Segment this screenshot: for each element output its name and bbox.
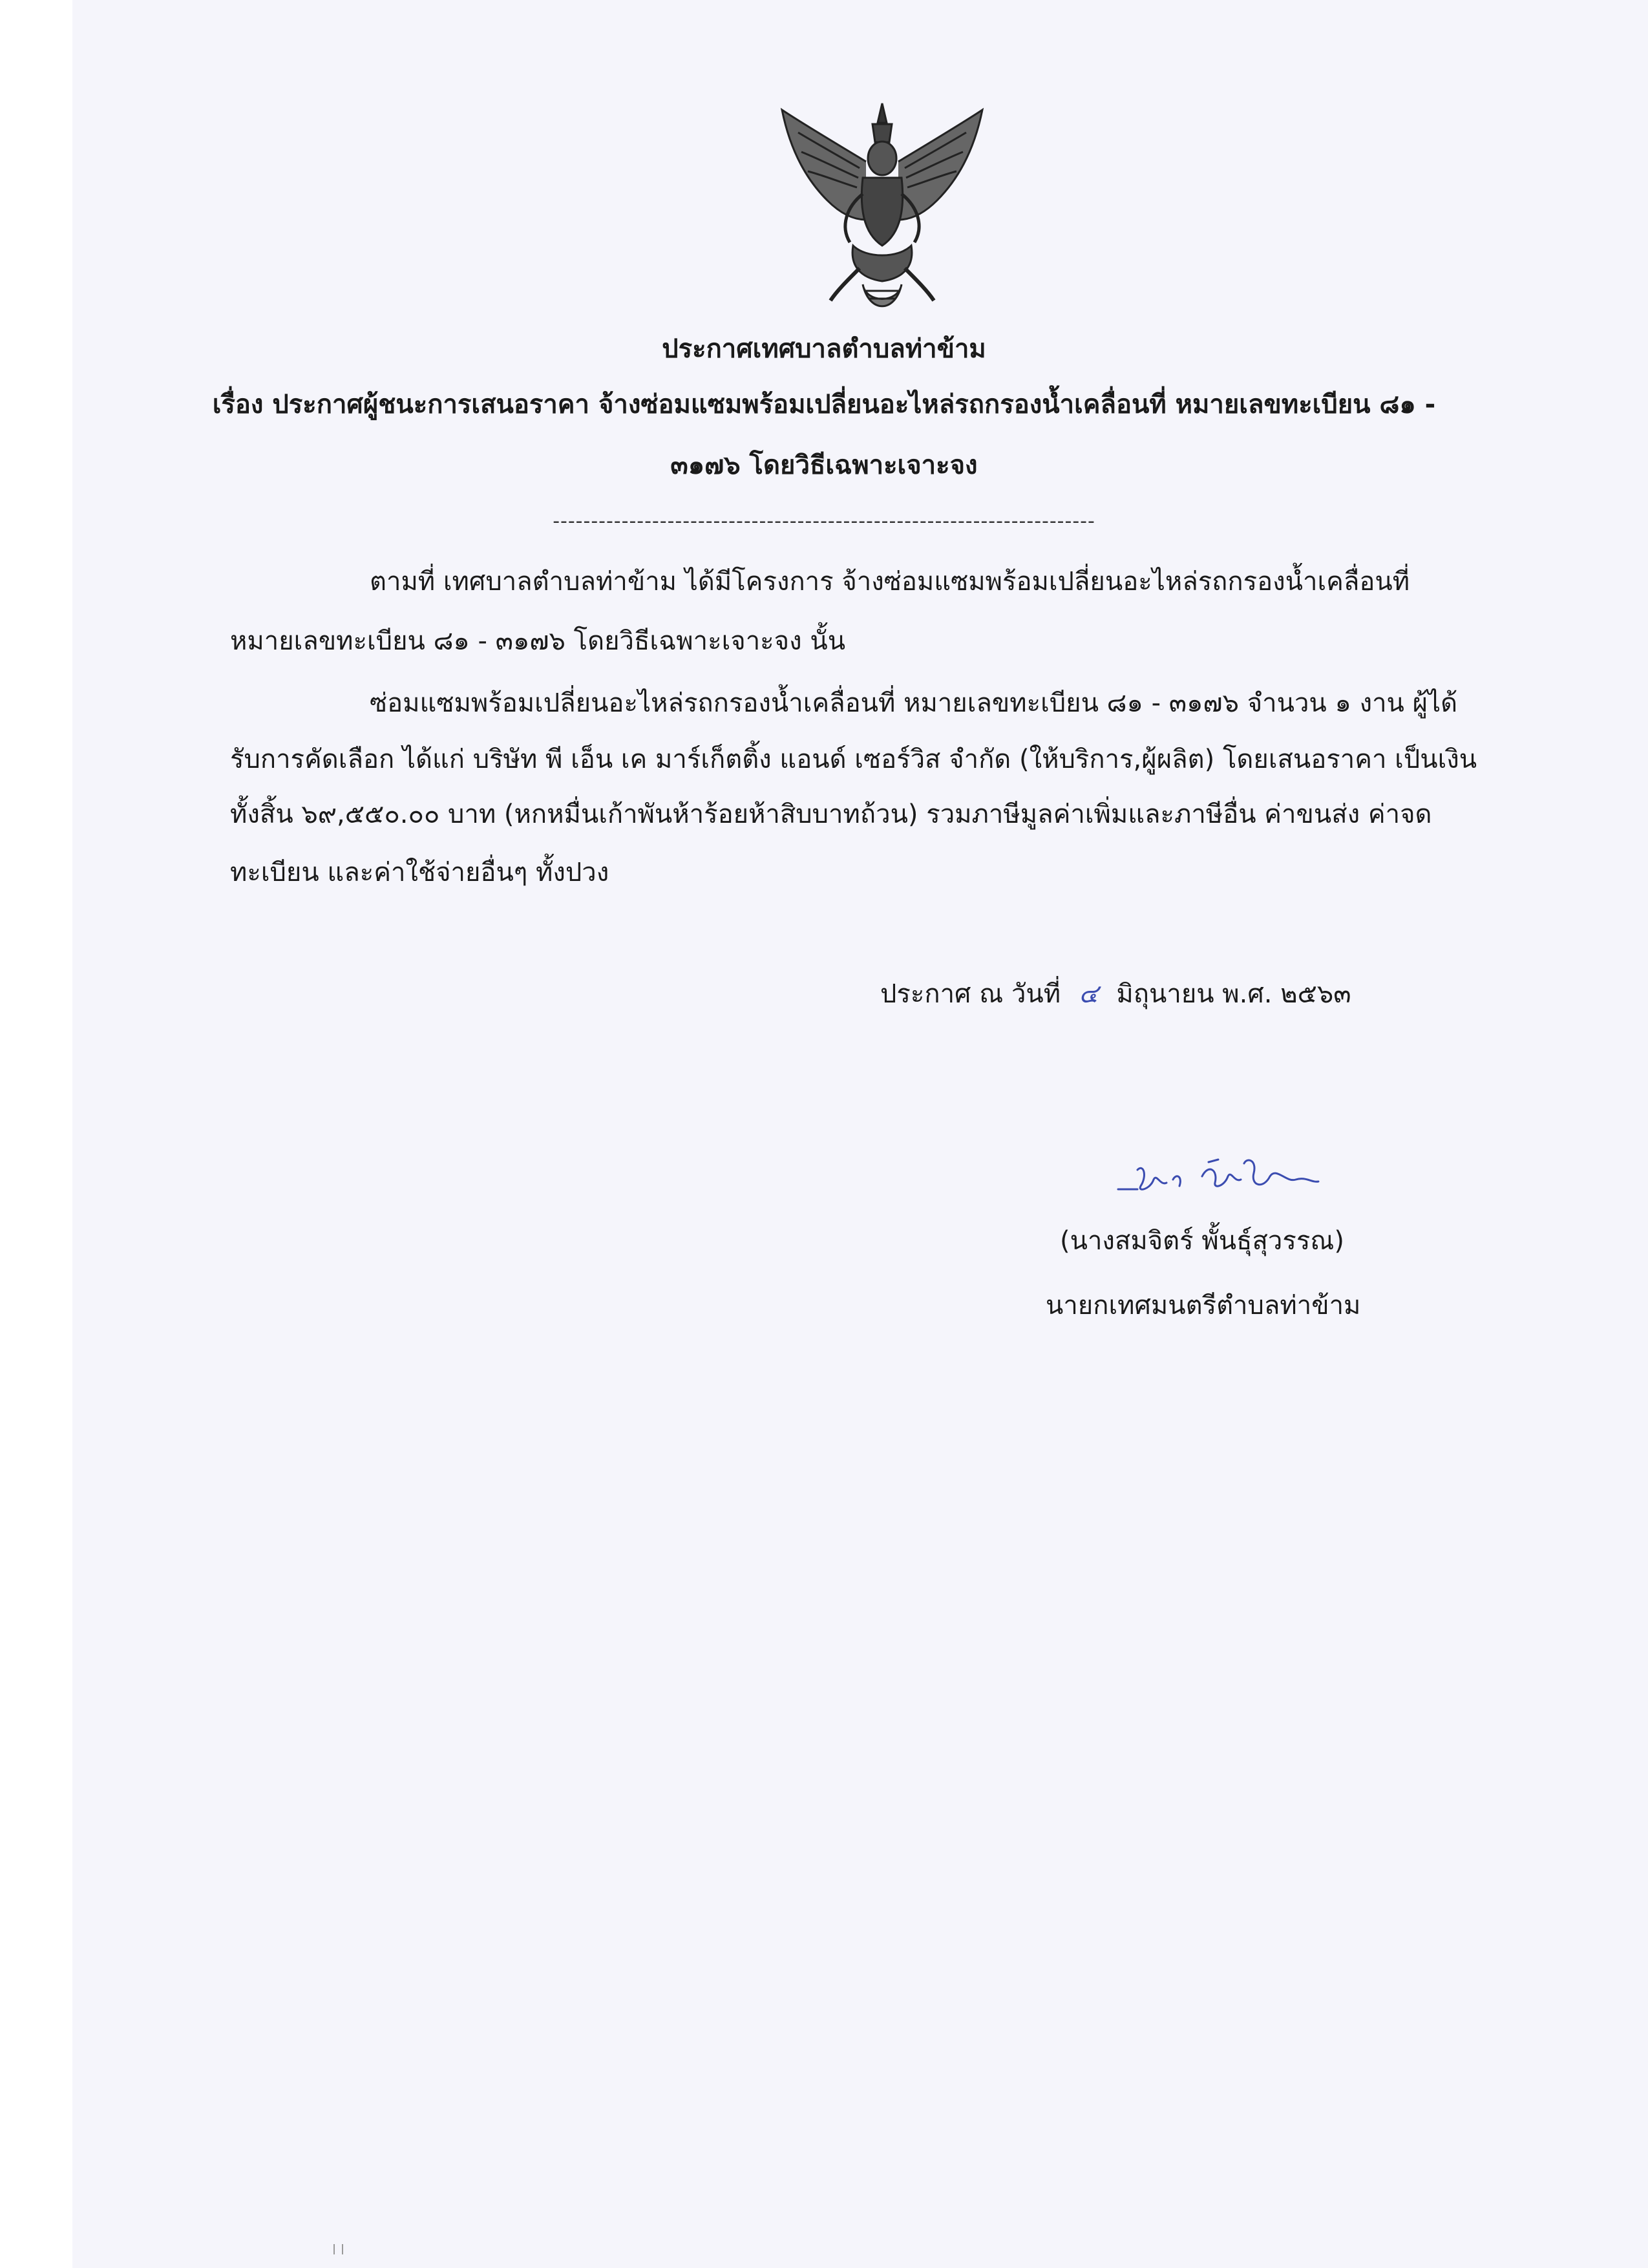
paragraph-2-line-1: ซ่อมแซมพร้อมเปลี่ยนอะไหล่รถกรองน้ำเคลื่อนที่ หมายเลขทะเบียน ๘๑ - ๓๑๗๖ จำนวน ๑ งาน ผู้ได้ [370,688,1458,718]
garuda-emblem-icon [776,97,989,323]
announcement-date [880,981,1351,1007]
divider: ----------------------------------------------------------------------- [553,510,1095,533]
date-day: ๔ [1079,979,1099,1009]
paragraph-1-line-2: หมายเลขทะเบียน ๘๑ - ๓๑๗๖ โดยวิธีเฉพาะเจาะจง นั้น [230,626,846,656]
date-prefix: ประกาศ ณ วันที่ [880,979,1061,1009]
paragraph-2-line-4: ทะเบียน และค่าใช้จ่ายอื่นๆ ทั้งปวง [230,858,609,887]
scan-marks [331,2243,357,2256]
subject-line-2: ๓๑๗๖ โดยวิธีเฉพาะเจาะจง [670,450,978,480]
handwritten-signature-icon [1112,1150,1325,1209]
paragraph-2-line-3: ทั้งสิ้น ๖๙,๕๕๐.๐๐ บาท (หกหมื่นเก้าพันห้าร้อยห้าสิบบาทถ้วน) รวมภาษีมูลค่าเพิ่มและภาษีอื่น ค่าขนส่ง ค่าจด [230,800,1432,829]
document-title: ประกาศเทศบาลตำบลท่าข้าม [662,334,986,364]
date-suffix: มิถุนายน พ.ศ. ๒๕๖๓ [1116,979,1351,1009]
signer-position: นายกเทศมนตรีตำบลท่าข้าม [1046,1291,1361,1320]
signer-name: (นางสมจิตร์ พั้นธุ์สุวรรณ) [1060,1226,1345,1256]
paragraph-1-line-1: ตามที่ เทศบาลตำบลท่าข้าม ได้มีโครงการ จ้างซ่อมแซมพร้อมเปลี่ยนอะไหล่รถกรองน้ำเคลื่อนที่ [370,567,1410,597]
paragraph-2-line-2: รับการคัดเลือก ได้แก่ บริษัท พี เอ็น เค มาร์เก็ตติ้ง แอนด์ เซอร์วิส จำกัด (ให้บริการ,ผู้ผลิต) โดยเสนอราคา เป็นเงิน [230,745,1477,774]
subject-line-1: เรื่อง ประกาศผู้ชนะการเสนอราคา จ้างซ่อมแซมพร้อมเปลี่ยนอะไหล่รถกรองน้ำเคลื่อนที่ หมายเลขทะเบียน ๘๑ - [212,390,1436,419]
